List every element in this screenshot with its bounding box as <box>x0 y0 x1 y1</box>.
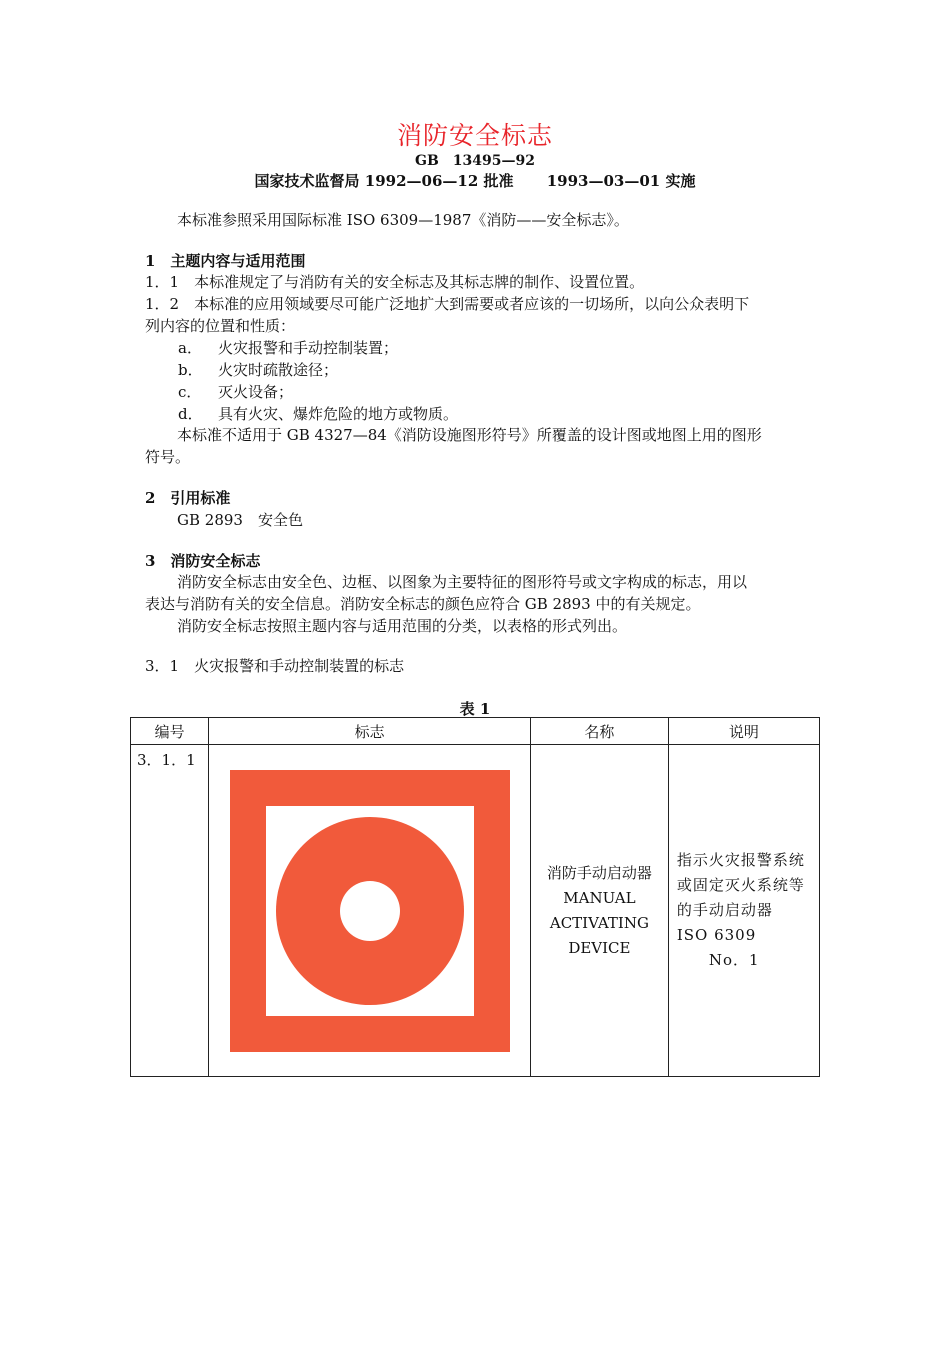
row-number: 3．1．1 <box>131 745 209 1077</box>
section3-heading: 3 消防安全标志 <box>145 552 261 570</box>
implement-date: 1993—03—01 实施 <box>546 172 696 190</box>
name-cn: 消防手动启动器 <box>546 863 652 882</box>
desc-text: 指示火灾报警系统或固定灭火系统等的手动启动器 <box>676 851 805 919</box>
manual-activating-device-sign-icon <box>230 770 510 1052</box>
name-en-3: DEVICE <box>568 938 631 957</box>
name-en-2: ACTIVATING <box>549 913 649 932</box>
row-description <box>668 745 819 1077</box>
row-sign <box>209 745 531 1077</box>
list-item <box>145 381 810 403</box>
table-row <box>131 745 820 1077</box>
header-number: 编号 <box>131 718 209 745</box>
list-mark: c． <box>178 383 202 401</box>
section1-p3-line1: 本标准不适用于 GB 4327—84《消防设施图形符号》所覆盖的设计图或地图上用的图形 <box>177 426 762 444</box>
desc-number: No．1 <box>708 951 760 969</box>
list-item <box>145 403 810 425</box>
standard-code: GB 13495—92 <box>415 153 535 169</box>
table-caption: 表 1 <box>459 700 491 718</box>
intro-paragraph: 本标准参照采用国际标准 ISO 6309—1987《消防——安全标志》。 <box>177 211 629 229</box>
list-mark: a． <box>178 339 202 357</box>
header-name: 名称 <box>531 718 669 745</box>
section3-p1-line2: 表达与消防有关的安全信息。消防安全标志的颜色应符合 GB 2893 中的有关规定。 <box>145 595 701 613</box>
list-text: 火灾报警和手动控制装置； <box>218 339 399 357</box>
sign-table <box>130 717 820 1077</box>
row-name <box>531 745 669 1077</box>
section3-p1-line1: 消防安全标志由安全色、边框、以图象为主要特征的图形符号或文字构成的标志，用以 <box>177 573 748 591</box>
header-description: 说明 <box>668 718 819 745</box>
section1-p3-line2: 符号。 <box>145 448 191 466</box>
section1-list <box>145 337 810 425</box>
section1-p2-line1: 1．2 本标准的应用领域要尽可能广泛地扩大到需要或者应该的一切场所，以向公众表明下 <box>145 295 750 313</box>
approval-line <box>0 170 950 191</box>
list-item <box>145 359 810 381</box>
section3-p2: 消防安全标志按照主题内容与适用范围的分类，以表格的形式列出。 <box>177 617 628 635</box>
sign-center-hole <box>340 881 400 941</box>
list-item <box>145 337 810 359</box>
list-text: 火灾时疏散途径； <box>218 361 339 379</box>
document-title: 消防安全标志 <box>396 121 553 150</box>
section1-p2-line2: 列内容的位置和性质： <box>145 317 296 335</box>
list-text: 灭火设备； <box>218 383 294 401</box>
desc-iso: ISO 6309 <box>676 926 757 944</box>
list-mark: b． <box>178 361 203 379</box>
section2-heading: 2 引用标准 <box>145 489 231 507</box>
list-text: 具有火灾、爆炸危险的地方或物质。 <box>218 405 459 423</box>
name-en-1: MANUAL <box>563 888 636 907</box>
section2-reference: GB 2893 安全色 <box>177 511 303 529</box>
table-header-row <box>131 718 820 745</box>
header-sign: 标志 <box>209 718 531 745</box>
list-mark: d． <box>178 405 203 423</box>
section1-heading: 1 主题内容与适用范围 <box>145 252 306 270</box>
section1-p1: 1．1 本标准规定了与消防有关的安全标志及其标志牌的制作、设置位置。 <box>145 273 645 291</box>
section3-sub-heading: 3．1 火灾报警和手动控制装置的标志 <box>145 657 405 675</box>
approval-org: 国家技术监督局 1992—06—12 批准 <box>254 172 514 190</box>
